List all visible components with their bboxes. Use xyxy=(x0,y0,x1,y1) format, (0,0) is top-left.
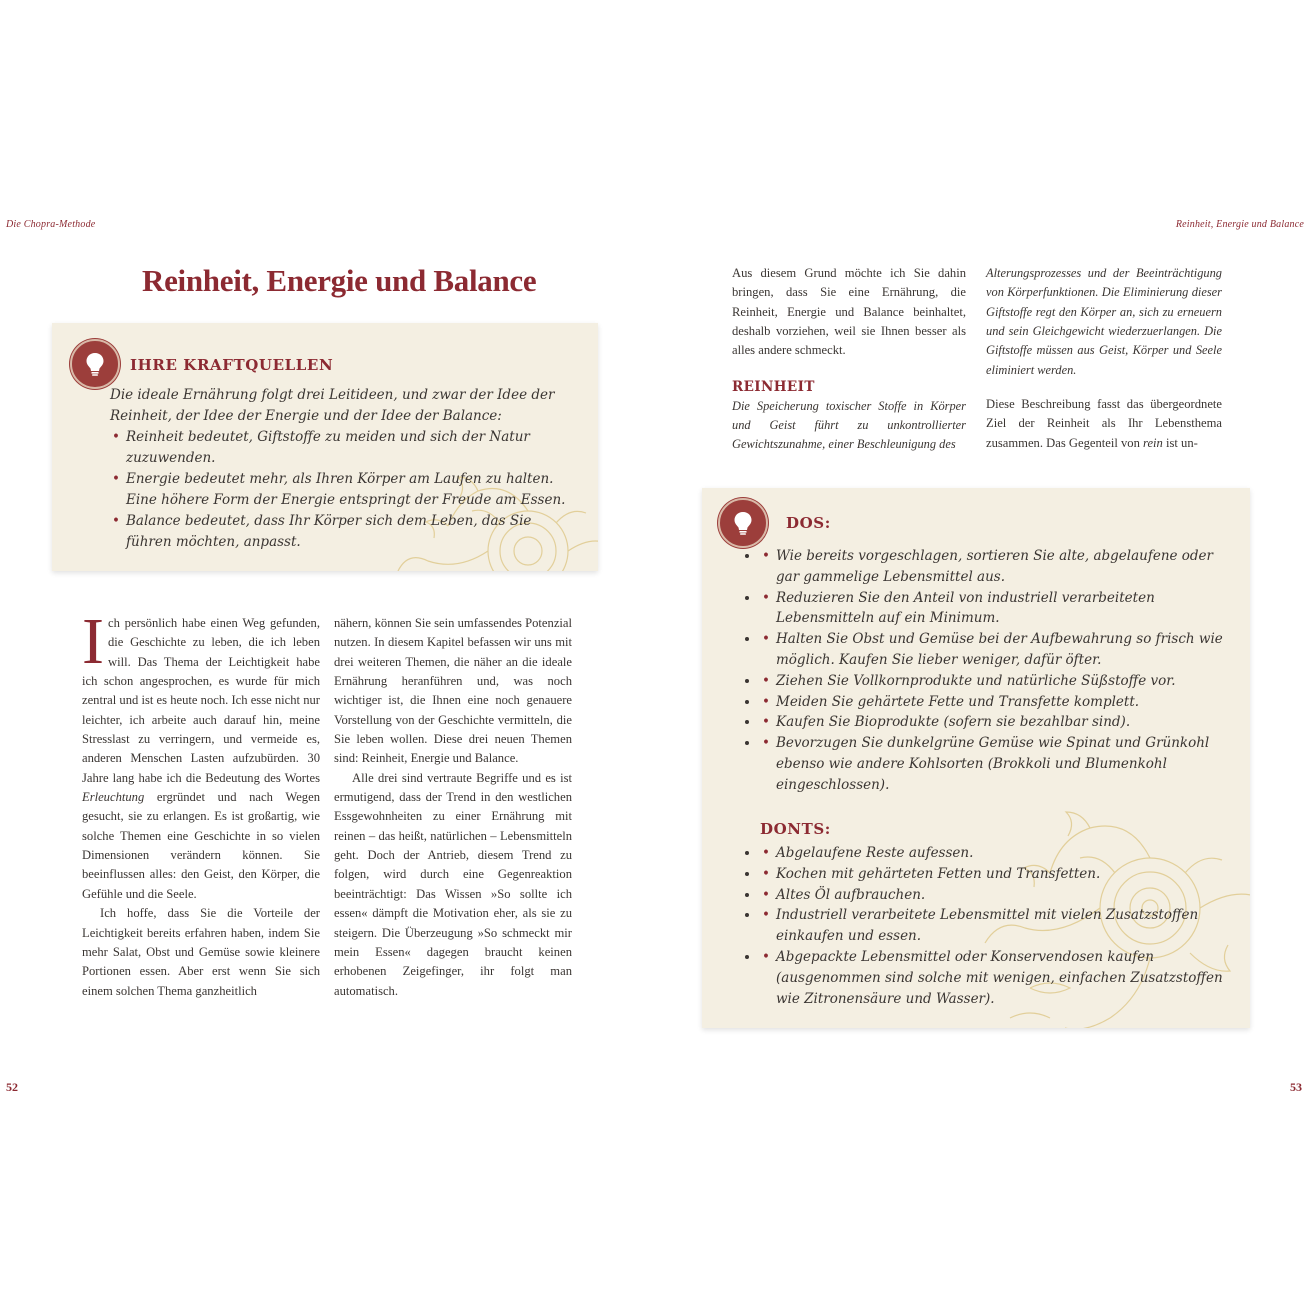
body-column-1 xyxy=(82,605,320,1001)
body-text: ergründet und nach Wegen gesucht, sie zu erlangen. Es ist großartig, wie solche Themen eine Geschichte in so vielen Dimensionen verändern können. Sie beeinflussen alles: den Geist, den Körper, die Gefühle und die Seele. xyxy=(82,790,320,901)
list-item: • • Wie bereits vorgeschlagen, sortieren Sie alte, abgelaufene oder gar gammelige Lebensmittel aus. xyxy=(760,546,1234,588)
list-item: • • Kaufen Sie Bioprodukte (sofern sie bezahlbar sind). xyxy=(760,712,1234,733)
reinheit-text-continued: Alterungsprozesses und der Beeinträchtigung von Körperfunktionen. Die Eliminierung dieser Giftstoffe regt den Körper an, sich zu erneuern und sein Gleichgewicht wiederzuerlangen. Die Giftstoffe müssen aus Geist, Körper und Seele eliminiert werden. xyxy=(986,266,1222,377)
dos-badge xyxy=(718,498,768,548)
running-head-right: Reinheit, Energie und Balance xyxy=(1175,219,1304,230)
donts-heading: DONTS: xyxy=(760,820,831,838)
donts-list xyxy=(760,843,1234,1009)
running-head-left: Die Chopra-Methode xyxy=(6,219,96,230)
kraftquellen-heading: IHRE KRAFTQUELLEN xyxy=(130,356,334,374)
body-column-3 xyxy=(732,264,966,455)
body-paragraph: Ich hoffe, dass Sie die Vorteile der Leichtigkeit bereits erfahren haben, indem Sie mehr Salat, Obst und Gemüse sowie kleinere Portionen essen. Aber erst wenn Sie sich einem solchen Thema ganzheitlich xyxy=(82,906,320,998)
reinheit-text: Die Speicherung toxischer Stoffe in Körper und Geist führt zu unkontrollierter Gewichtszunahme, einer Beschleunigung des xyxy=(732,398,966,452)
body-column-2 xyxy=(334,614,572,1001)
dos-donts-box xyxy=(702,488,1250,1028)
list-item: • • Abgepackte Lebensmittel oder Konservendosen kaufen (ausgenommen sind solche mit wenigen, einfachen Zusatzstoffen wie Zitronensäure und Wasser). xyxy=(760,947,1234,1009)
list-item: • • Bevorzugen Sie dunkelgrüne Gemüse wie Spinat und Grünkohl ebenso wie andere Kohlsorten (Brokkoli und Blumenkohl eingeschlossen). xyxy=(760,733,1234,795)
body-paragraph xyxy=(82,605,320,904)
body-paragraph: Alle drei sind vertraute Begriffe und es ist ermutigend, dass der Trend in den westlichen Essgewohnheiten zu einer Ernährung mit reinen – das heißt, natürlichen – Lebensmitteln geht. Doch der Antrieb, diesem Trend zu folgen, wird durch eine Gegenreaktion beeinträchtigt: Das Wissen »So sollte ich essen« dämpft die Motivation eher, als sie zu steigern. Die Überzeugung »So schmeckt mir mein Essen« dagegen braucht keinen erhobenen Zeigefinger, ihr folgt man automatisch. xyxy=(334,770,572,998)
lightbulb-icon xyxy=(729,509,757,537)
body-paragraph: Aus diesem Grund möchte ich Sie dahin bringen, dass Sie eine Ernährung, die Reinheit, Energie und Balance beinhaltet, deshalb vorziehen, weil sie Ihnen besser als alles andere schmeckt. xyxy=(732,266,966,358)
kraftquellen-text xyxy=(110,385,574,553)
page-number-right: 53 xyxy=(1290,1080,1302,1094)
list-item: • • Industriell verarbeitete Lebensmittel mit vielen Zusatzstoffen einkaufen und essen. xyxy=(760,905,1234,947)
list-item: • • Altes Öl aufbrauchen. xyxy=(760,885,1234,906)
list-item: • Energie bedeutet mehr, als Ihren Körper am Laufen zu halten. Eine höhere Form der Energie entspringt der Freude am Essen. xyxy=(110,469,574,511)
list-item: • Reinheit bedeutet, Giftstoffe zu meiden und sich der Natur zuzuwenden. xyxy=(110,427,574,469)
list-item: • • Reduzieren Sie den Anteil von industriell verarbeiteten Lebensmitteln auf ein Minimum. xyxy=(760,588,1234,630)
list-item: • • Ziehen Sie Vollkornprodukte und natürliche Süßstoffe vor. xyxy=(760,671,1234,692)
emphasis: rein xyxy=(1143,435,1163,450)
list-item: • • Meiden Sie gehärtete Fette und Transfette komplett. xyxy=(760,692,1234,713)
kraftquellen-box xyxy=(52,323,598,571)
list-item: • • Kochen mit gehärteten Fetten und Transfetten. xyxy=(760,864,1234,885)
kraftquellen-list xyxy=(110,427,574,553)
list-item: • • Halten Sie Obst und Gemüse bei der Aufbewahrung so frisch wie möglich. Kaufen Sie lieber weniger, dafür öfter. xyxy=(760,629,1234,671)
body-text: Diese Beschreibung fasst das übergeordnete Ziel der Reinheit als Ihr Lebensthema zusammen. Das Gegenteil von xyxy=(986,397,1222,450)
dos-list xyxy=(760,546,1234,796)
body-text: ist un- xyxy=(1162,435,1198,450)
kraftquellen-intro: Die ideale Ernährung folgt drei Leitideen, und zwar der Idee der Reinheit, der Idee der Energie und der Idee der Balance: xyxy=(110,387,555,424)
body-paragraph: nähern, können Sie sein umfassendes Potenzial nutzen. In diesem Kapitel befassen wir uns mit drei weiteren Themen, die näher an die ideale Ernährung heranführen und, was noch wichtiger ist, die Ihnen eine noch genauere Vorstellung von der Geschichte vermitteln, die Sie leben wollen. Diese drei neuen Themen sind: Reinheit, Energie und Balance. xyxy=(334,616,572,766)
list-item: • • Abgelaufene Reste aufessen. xyxy=(760,843,1234,864)
page-title: Reinheit, Energie und Balance xyxy=(142,263,537,298)
emphasis: Erleuchtung xyxy=(82,790,145,805)
dos-heading: DOS: xyxy=(786,514,831,532)
kraftquellen-badge xyxy=(70,339,120,389)
page-number-left: 52 xyxy=(6,1080,18,1094)
list-item: • Balance bedeutet, dass Ihr Körper sich dem Leben, das Sie führen möchten, anpasst. xyxy=(110,511,574,553)
body-paragraph xyxy=(986,395,1222,453)
drop-cap: I xyxy=(82,605,104,678)
body-column-4 xyxy=(986,264,1222,453)
reinheit-heading: REINHEIT xyxy=(732,378,815,395)
lightbulb-icon xyxy=(81,350,109,378)
body-text: ch persönlich habe einen Weg gefunden, die Geschichte zu leben, die ich leben will. Das Thema der Leichtigkeit habe ich schon angesprochen, es wurde für mich zentral und ist es heute noch. Ich esse nicht nur leichter, ich arbeite auch darauf hin, meine Stresslast zu verringern, und vermeide es, anderen Menschen Lasten aufzubürden. 30 Jahre lang habe ich die Bedeutung des Wortes xyxy=(82,616,320,785)
